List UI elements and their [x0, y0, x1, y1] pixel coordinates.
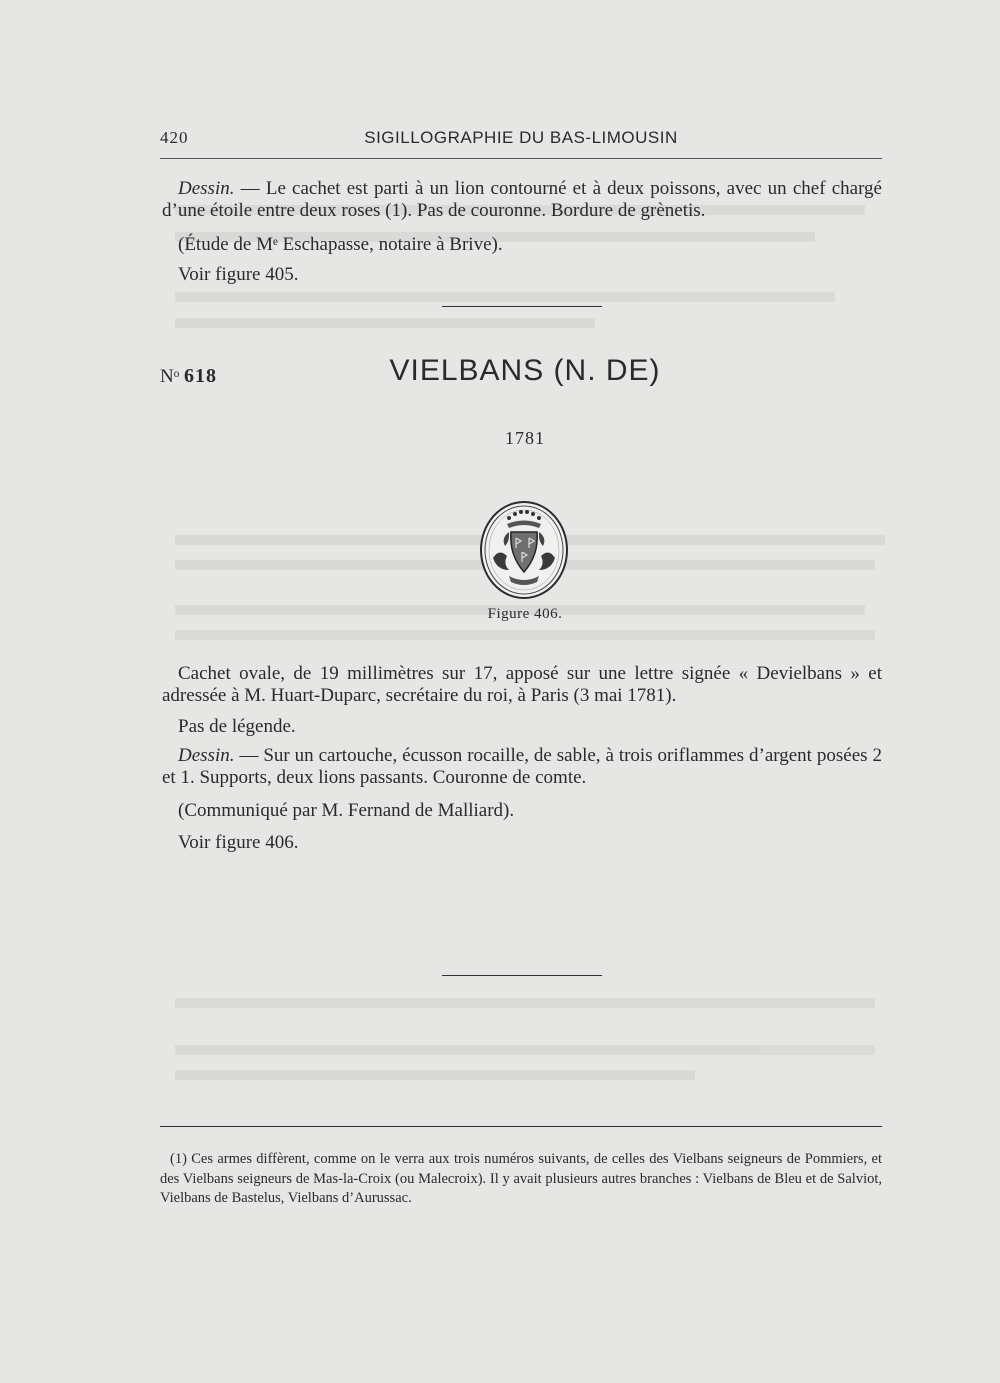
figure-caption: Figure 406.: [487, 606, 563, 622]
footnote: (1) Ces armes diffèrent, comme on le verra aux trois numéros suivants, de celles des Vielbans seigneurs de Pommiers, et des Vielbans seigneurs de Mas-la-Croix (ou Malecroix). Il y avait plusieurs autres branches : Vielbans de Bleu et de Salviot, Vielbans de Bastelus, Vielbans d’Aurussac.: [160, 1151, 882, 1206]
entry-number: [160, 365, 217, 388]
previous-see-figure: Voir figure 405.: [178, 264, 299, 285]
entry-year: 1781: [505, 428, 545, 448]
source-note: (Communiqué par M. Fernand de Malliard).: [178, 800, 515, 821]
entry-number-value: 618: [183, 365, 217, 387]
design-text: — Sur un cartouche, écusson rocaille, de sable, à trois oriflammes d’argent posées 2 et 1. Supports, deux lions passants. Couronne de comte.: [162, 745, 882, 788]
previous-design-label: Dessin.: [178, 178, 235, 199]
seal-description: Cachet ovale, de 19 millimètres sur 17, apposé sur une lettre signée « Devielbans » et adressée à M. Huart-Duparc, secrétaire du roi, à Paris (3 mai 1781).: [162, 663, 882, 706]
end-separator: [442, 975, 602, 976]
see-figure: Voir figure 406.: [178, 832, 299, 853]
previous-design-paragraph: [162, 178, 882, 222]
design-paragraph: [162, 745, 882, 789]
page-number: 420: [160, 128, 189, 147]
running-header: [160, 128, 882, 152]
running-title: SIGILLOGRAPHIE DU BAS-LIMOUSIN: [364, 128, 678, 147]
entry-title: VIELBANS (N. DE): [389, 354, 661, 387]
footnote-rule: [160, 1126, 882, 1127]
section-separator: [442, 306, 602, 307]
design-label: Dessin.: [178, 745, 235, 766]
previous-source: (Étude de Mᵉ Eschapasse, notaire à Brive).: [178, 234, 503, 255]
seal-image: [479, 500, 569, 600]
legend-note: Pas de légende.: [178, 716, 296, 737]
previous-design-text: — Le cachet est parti à un lion contourné et à deux poissons, avec un chef chargé d’une étoile entre deux roses (1). Pas de couronne. Bordure de grènetis.: [162, 178, 882, 221]
header-rule: [160, 158, 882, 159]
entry-number-prefix: Nᵒ: [160, 366, 180, 387]
